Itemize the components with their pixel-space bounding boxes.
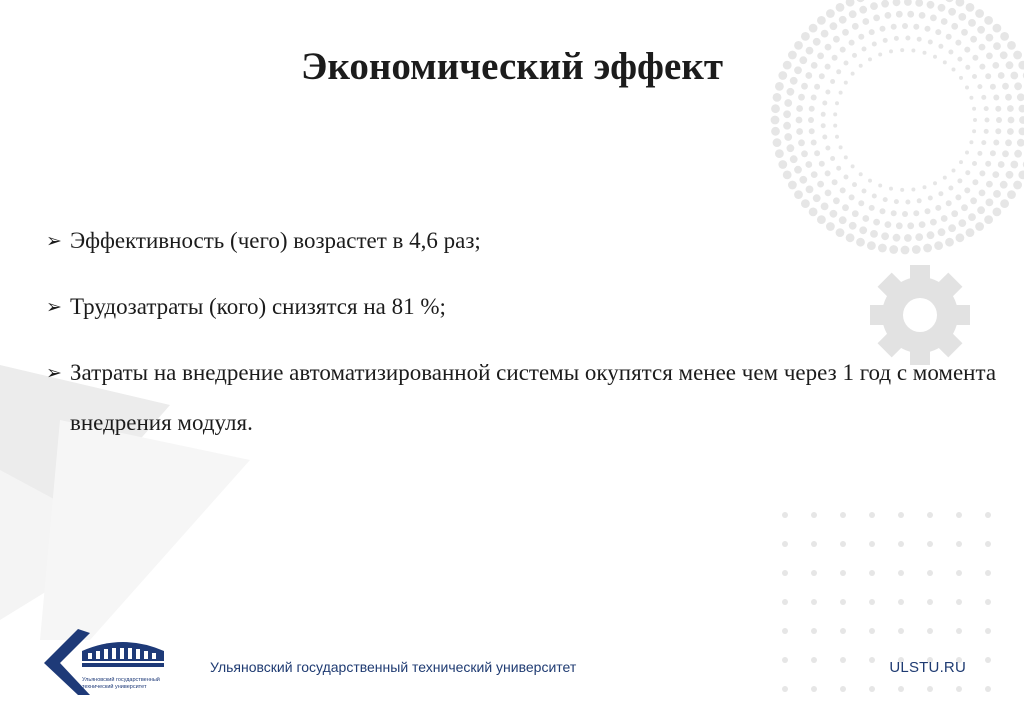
- footer-site-link[interactable]: ULSTU.RU: [889, 659, 966, 676]
- bullet-text: Эффективность (чего) возрастет в 4,6 раз;: [70, 228, 481, 253]
- arrow-bullet-icon: ➢: [46, 230, 62, 252]
- bullet-text: Трудозатраты (кого) снизятся на 81 %;: [70, 294, 446, 319]
- footer-university: Ульяновский государственный технический университет: [210, 659, 577, 675]
- slide-title: Экономический эффект: [301, 45, 723, 88]
- bullet-list: [46, 216, 1006, 464]
- arrow-bullet-icon: ➢: [46, 296, 62, 318]
- bullet-item: [46, 216, 1006, 266]
- svg-text:Ульяновский государственный: Ульяновский государственный: [82, 677, 160, 683]
- arrow-bullet-icon: ➢: [46, 362, 62, 384]
- bullet-item: [46, 348, 1006, 448]
- bullet-text: Затраты на внедрение автоматизированной системы окупятся менее чем через 1 год с момента внедрения модуля.: [70, 360, 997, 435]
- svg-text:технический университет: технический университет: [82, 684, 147, 690]
- university-logo: [38, 625, 168, 705]
- bullet-item: [46, 282, 1006, 332]
